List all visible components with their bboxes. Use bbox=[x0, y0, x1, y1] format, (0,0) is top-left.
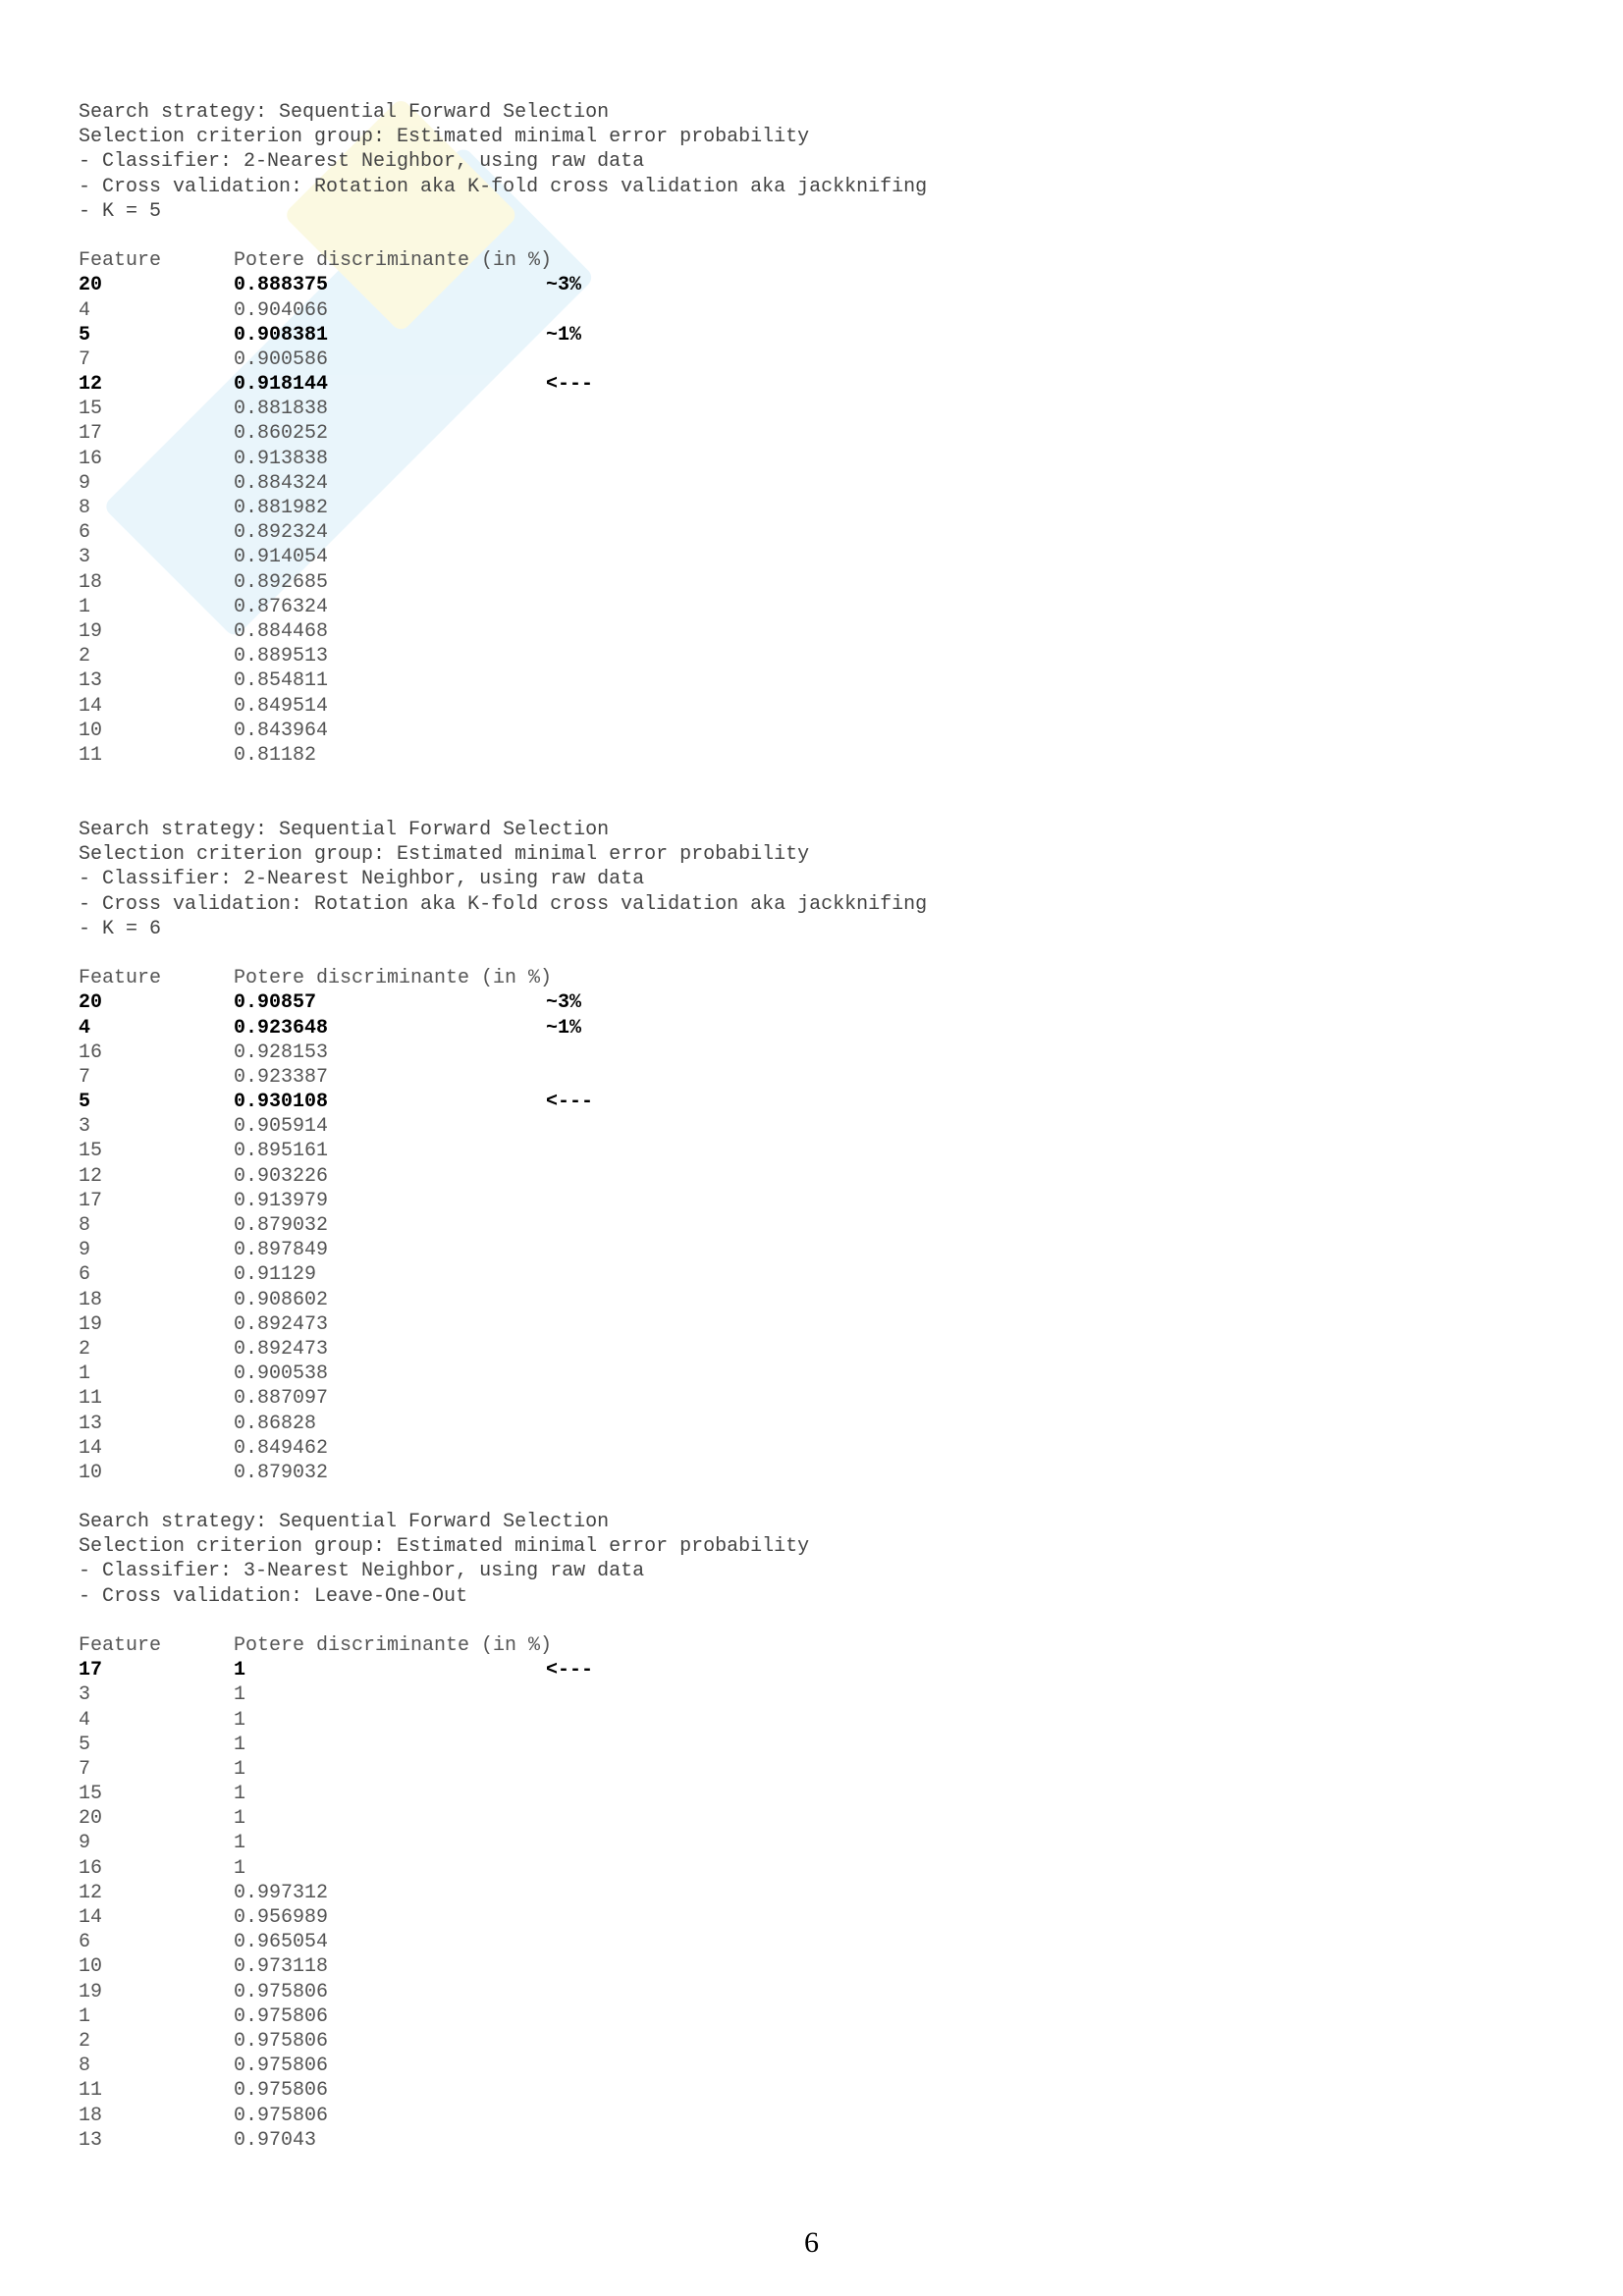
table-row bbox=[79, 1954, 809, 1979]
table-row bbox=[79, 570, 927, 595]
table-row bbox=[79, 1041, 927, 1065]
table-row bbox=[79, 668, 927, 693]
table-row bbox=[79, 397, 927, 421]
note-cell: <--- bbox=[546, 373, 594, 397]
section-header-line: - Cross validation: Rotation aka K-fold cross validation aka jackknifing bbox=[79, 892, 928, 916]
value-cell: 1 bbox=[234, 1807, 246, 1831]
value-cell: 0.997312 bbox=[234, 1881, 329, 1904]
feature-selection-section bbox=[79, 100, 927, 768]
feature-cell: 5 bbox=[79, 1091, 91, 1114]
value-cell: 0.923387 bbox=[234, 1065, 329, 1089]
column-header-value: Potere discriminante (in %) bbox=[234, 967, 553, 990]
value-cell: 0.908602 bbox=[234, 1288, 329, 1311]
table-row bbox=[79, 1114, 927, 1139]
feature-cell: 2 bbox=[79, 645, 91, 668]
feature-cell: 3 bbox=[79, 546, 91, 569]
table-row bbox=[79, 1980, 809, 2004]
note-cell: <--- bbox=[546, 1091, 594, 1114]
section-header-line: - Classifier: 2-Nearest Neighbor, using raw data bbox=[79, 150, 645, 174]
feature-cell: 1 bbox=[79, 1362, 91, 1386]
table-row bbox=[79, 1831, 809, 1855]
table-row bbox=[79, 520, 927, 545]
column-header-feature: Feature bbox=[79, 1633, 162, 1657]
feature-cell: 15 bbox=[79, 398, 103, 421]
table-row bbox=[79, 1189, 927, 1213]
value-cell: 0.965054 bbox=[234, 1931, 329, 1954]
section-header-line: - K = 6 bbox=[79, 917, 162, 940]
feature-cell: 7 bbox=[79, 347, 91, 371]
table-row bbox=[79, 1930, 809, 1954]
value-cell: 0.975806 bbox=[234, 2004, 329, 2028]
table-row bbox=[79, 2078, 809, 2103]
value-cell: 1 bbox=[234, 1733, 246, 1756]
value-cell: 0.897849 bbox=[234, 1239, 329, 1262]
table-row bbox=[79, 1461, 927, 1485]
value-cell: 0.903226 bbox=[234, 1164, 329, 1188]
value-cell: 0.975806 bbox=[234, 2104, 329, 2127]
table-row bbox=[79, 2029, 809, 2054]
table-row bbox=[79, 644, 927, 668]
value-cell: 0.900538 bbox=[234, 1362, 329, 1386]
feature-cell: 6 bbox=[79, 521, 91, 545]
value-cell: 0.930108 bbox=[234, 1091, 329, 1114]
value-cell: 0.913979 bbox=[234, 1189, 329, 1212]
value-cell: 0.913838 bbox=[234, 447, 329, 470]
table-row bbox=[79, 595, 927, 619]
value-cell: 0.860252 bbox=[234, 422, 329, 446]
feature-cell: 18 bbox=[79, 1288, 103, 1311]
section-header-line: - Cross validation: Rotation aka K-fold cross validation aka jackknifing bbox=[79, 175, 928, 198]
feature-cell: 8 bbox=[79, 1214, 91, 1237]
table-row bbox=[79, 1362, 927, 1386]
table-row bbox=[79, 298, 927, 323]
feature-cell: 4 bbox=[79, 298, 91, 322]
feature-cell: 20 bbox=[79, 991, 103, 1015]
value-cell: 0.928153 bbox=[234, 1041, 329, 1064]
table-row bbox=[79, 347, 927, 372]
feature-cell: 12 bbox=[79, 1164, 103, 1188]
table-row bbox=[79, 1065, 927, 1090]
value-cell: 0.892473 bbox=[234, 1337, 329, 1361]
feature-cell: 12 bbox=[79, 373, 103, 397]
section-header-line: - Classifier: 3-Nearest Neighbor, using raw data bbox=[79, 1560, 645, 1583]
note-cell: ~3% bbox=[546, 274, 582, 297]
value-cell: 0.975806 bbox=[234, 1980, 329, 2003]
table-row bbox=[79, 990, 927, 1015]
feature-cell: 13 bbox=[79, 669, 103, 693]
column-header-feature: Feature bbox=[79, 249, 162, 273]
table-row bbox=[79, 1881, 809, 1905]
feature-cell: 15 bbox=[79, 1783, 103, 1806]
table-row bbox=[79, 2004, 809, 2029]
value-cell: 0.843964 bbox=[234, 719, 329, 742]
value-cell: 0.904066 bbox=[234, 298, 329, 322]
feature-cell: 2 bbox=[79, 2029, 91, 2053]
section-header-line: - Cross validation: Leave-One-Out bbox=[79, 1584, 468, 1608]
value-cell: 0.888375 bbox=[234, 274, 329, 297]
value-cell: 0.91129 bbox=[234, 1263, 317, 1287]
feature-cell: 4 bbox=[79, 1016, 91, 1040]
section-header-line: Search strategy: Sequential Forward Selection bbox=[79, 101, 610, 124]
table-row bbox=[79, 447, 927, 471]
value-cell: 1 bbox=[234, 1683, 246, 1707]
feature-cell: 1 bbox=[79, 595, 91, 618]
value-cell: 0.892473 bbox=[234, 1312, 329, 1336]
feature-cell: 6 bbox=[79, 1931, 91, 1954]
value-cell: 0.975806 bbox=[234, 2029, 329, 2053]
value-cell: 0.892324 bbox=[234, 521, 329, 545]
table-row bbox=[79, 1658, 809, 1682]
feature-cell: 18 bbox=[79, 570, 103, 594]
feature-selection-section bbox=[79, 1510, 809, 2153]
table-row bbox=[79, 2128, 809, 2153]
value-cell: 1 bbox=[234, 1832, 246, 1855]
value-cell: 0.892685 bbox=[234, 570, 329, 594]
feature-cell: 18 bbox=[79, 2104, 103, 2127]
section-header-line: Selection criterion group: Estimated minimal error probability bbox=[79, 1535, 810, 1559]
note-cell: ~1% bbox=[546, 1016, 582, 1040]
feature-cell: 10 bbox=[79, 1955, 103, 1979]
value-cell: 0.849462 bbox=[234, 1436, 329, 1460]
table-row bbox=[79, 2054, 809, 2078]
table-row bbox=[79, 1164, 927, 1189]
table-row bbox=[79, 1757, 809, 1782]
feature-cell: 19 bbox=[79, 1980, 103, 2003]
table-row bbox=[79, 273, 927, 297]
value-cell: 0.908381 bbox=[234, 323, 329, 347]
section-header-line: - Classifier: 2-Nearest Neighbor, using raw data bbox=[79, 868, 645, 891]
table-row bbox=[79, 323, 927, 347]
note-cell: <--- bbox=[546, 1659, 594, 1682]
value-cell: 0.854811 bbox=[234, 669, 329, 693]
table-row bbox=[79, 471, 927, 496]
feature-cell: 16 bbox=[79, 1041, 103, 1064]
table-row bbox=[79, 421, 927, 446]
feature-cell: 16 bbox=[79, 447, 103, 470]
table-row bbox=[79, 1856, 809, 1881]
value-cell: 0.900586 bbox=[234, 347, 329, 371]
feature-cell: 19 bbox=[79, 619, 103, 643]
feature-cell: 14 bbox=[79, 1436, 103, 1460]
section-header-line: Selection criterion group: Estimated minimal error probability bbox=[79, 843, 810, 867]
table-row bbox=[79, 1262, 927, 1287]
column-header-value: Potere discriminante (in %) bbox=[234, 249, 553, 273]
value-cell: 0.956989 bbox=[234, 1906, 329, 1929]
feature-cell: 9 bbox=[79, 1832, 91, 1855]
value-cell: 0.97043 bbox=[234, 2128, 317, 2152]
note-cell: ~1% bbox=[546, 323, 582, 347]
table-row bbox=[79, 743, 927, 768]
table-row bbox=[79, 1806, 809, 1831]
feature-cell: 1 bbox=[79, 2004, 91, 2028]
feature-cell: 20 bbox=[79, 1807, 103, 1831]
table-row bbox=[79, 372, 927, 397]
value-cell: 0.887097 bbox=[234, 1387, 329, 1411]
feature-cell: 17 bbox=[79, 1189, 103, 1212]
table-header-row bbox=[79, 1633, 809, 1658]
feature-cell: 3 bbox=[79, 1683, 91, 1707]
table-row bbox=[79, 1139, 927, 1163]
value-cell: 0.975806 bbox=[234, 2079, 329, 2103]
value-cell: 0.849514 bbox=[234, 694, 329, 718]
value-cell: 0.876324 bbox=[234, 595, 329, 618]
value-cell: 0.881982 bbox=[234, 497, 329, 519]
table-row bbox=[79, 1412, 927, 1436]
table-row bbox=[79, 1682, 809, 1707]
value-cell: 0.884324 bbox=[234, 471, 329, 495]
feature-cell: 3 bbox=[79, 1115, 91, 1139]
column-header-value: Potere discriminante (in %) bbox=[234, 1633, 553, 1657]
feature-cell: 6 bbox=[79, 1263, 91, 1287]
table-row bbox=[79, 1905, 809, 1930]
value-cell: 1 bbox=[234, 1708, 246, 1732]
value-cell: 0.879032 bbox=[234, 1214, 329, 1237]
spacer bbox=[79, 941, 927, 966]
table-row bbox=[79, 694, 927, 719]
table-row bbox=[79, 1016, 927, 1041]
feature-selection-section bbox=[79, 818, 927, 1485]
feature-cell: 9 bbox=[79, 471, 91, 495]
value-cell: 0.973118 bbox=[234, 1955, 329, 1979]
feature-cell: 19 bbox=[79, 1312, 103, 1336]
section-header-line: - K = 5 bbox=[79, 199, 162, 223]
value-cell: 1 bbox=[234, 1856, 246, 1880]
feature-cell: 16 bbox=[79, 1856, 103, 1880]
feature-cell: 4 bbox=[79, 1708, 91, 1732]
value-cell: 0.923648 bbox=[234, 1016, 329, 1040]
table-row bbox=[79, 1312, 927, 1337]
feature-cell: 5 bbox=[79, 323, 91, 347]
feature-cell: 13 bbox=[79, 1412, 103, 1435]
table-row bbox=[79, 1733, 809, 1757]
feature-cell: 7 bbox=[79, 1065, 91, 1089]
table-row bbox=[79, 619, 927, 644]
table-row bbox=[79, 719, 927, 743]
value-cell: 1 bbox=[234, 1659, 246, 1682]
value-cell: 0.889513 bbox=[234, 645, 329, 668]
feature-cell: 17 bbox=[79, 422, 103, 446]
feature-cell: 14 bbox=[79, 1906, 103, 1929]
table-row bbox=[79, 1708, 809, 1733]
table-row bbox=[79, 496, 927, 520]
spacer bbox=[79, 1609, 809, 1633]
table-row bbox=[79, 1090, 927, 1114]
value-cell: 0.81182 bbox=[234, 743, 317, 767]
value-cell: 0.914054 bbox=[234, 546, 329, 569]
section-header-line: Search strategy: Sequential Forward Selection bbox=[79, 819, 610, 841]
value-cell: 0.879032 bbox=[234, 1461, 329, 1484]
feature-cell: 20 bbox=[79, 274, 103, 297]
value-cell: 0.975806 bbox=[234, 2055, 329, 2078]
column-header-feature: Feature bbox=[79, 967, 162, 990]
page-number: 6 bbox=[804, 2226, 819, 2259]
feature-cell: 5 bbox=[79, 1733, 91, 1756]
feature-cell: 15 bbox=[79, 1140, 103, 1163]
table-header-row bbox=[79, 966, 927, 990]
table-row bbox=[79, 1213, 927, 1238]
value-cell: 1 bbox=[234, 1757, 246, 1781]
section-header-line: Selection criterion group: Estimated minimal error probability bbox=[79, 126, 810, 149]
feature-cell: 7 bbox=[79, 1757, 91, 1781]
table-row bbox=[79, 1436, 927, 1461]
value-cell: 0.918144 bbox=[234, 373, 329, 397]
feature-cell: 8 bbox=[79, 2055, 91, 2078]
note-cell: ~3% bbox=[546, 991, 582, 1015]
value-cell: 0.881838 bbox=[234, 398, 329, 421]
table-row bbox=[79, 1337, 927, 1362]
feature-cell: 17 bbox=[79, 1659, 103, 1682]
feature-cell: 11 bbox=[79, 1387, 103, 1411]
value-cell: 0.905914 bbox=[234, 1115, 329, 1139]
value-cell: 0.86828 bbox=[234, 1412, 317, 1435]
section-header-line: Search strategy: Sequential Forward Selection bbox=[79, 1511, 610, 1533]
table-row bbox=[79, 2104, 809, 2128]
spacer bbox=[79, 224, 927, 248]
value-cell: 0.884468 bbox=[234, 619, 329, 643]
feature-cell: 14 bbox=[79, 694, 103, 718]
value-cell: 0.90857 bbox=[234, 991, 317, 1015]
feature-cell: 11 bbox=[79, 2079, 103, 2103]
table-header-row bbox=[79, 248, 927, 273]
feature-cell: 11 bbox=[79, 743, 103, 767]
table-row bbox=[79, 1238, 927, 1262]
feature-cell: 13 bbox=[79, 2128, 103, 2152]
value-cell: 0.895161 bbox=[234, 1140, 329, 1163]
feature-cell: 8 bbox=[79, 497, 91, 519]
feature-cell: 12 bbox=[79, 1881, 103, 1904]
feature-cell: 10 bbox=[79, 1461, 103, 1484]
table-row bbox=[79, 545, 927, 569]
table-row bbox=[79, 1288, 927, 1312]
feature-cell: 10 bbox=[79, 719, 103, 742]
table-row bbox=[79, 1386, 927, 1411]
feature-cell: 9 bbox=[79, 1239, 91, 1262]
value-cell: 1 bbox=[234, 1783, 246, 1806]
table-row bbox=[79, 1782, 809, 1806]
feature-cell: 2 bbox=[79, 1337, 91, 1361]
